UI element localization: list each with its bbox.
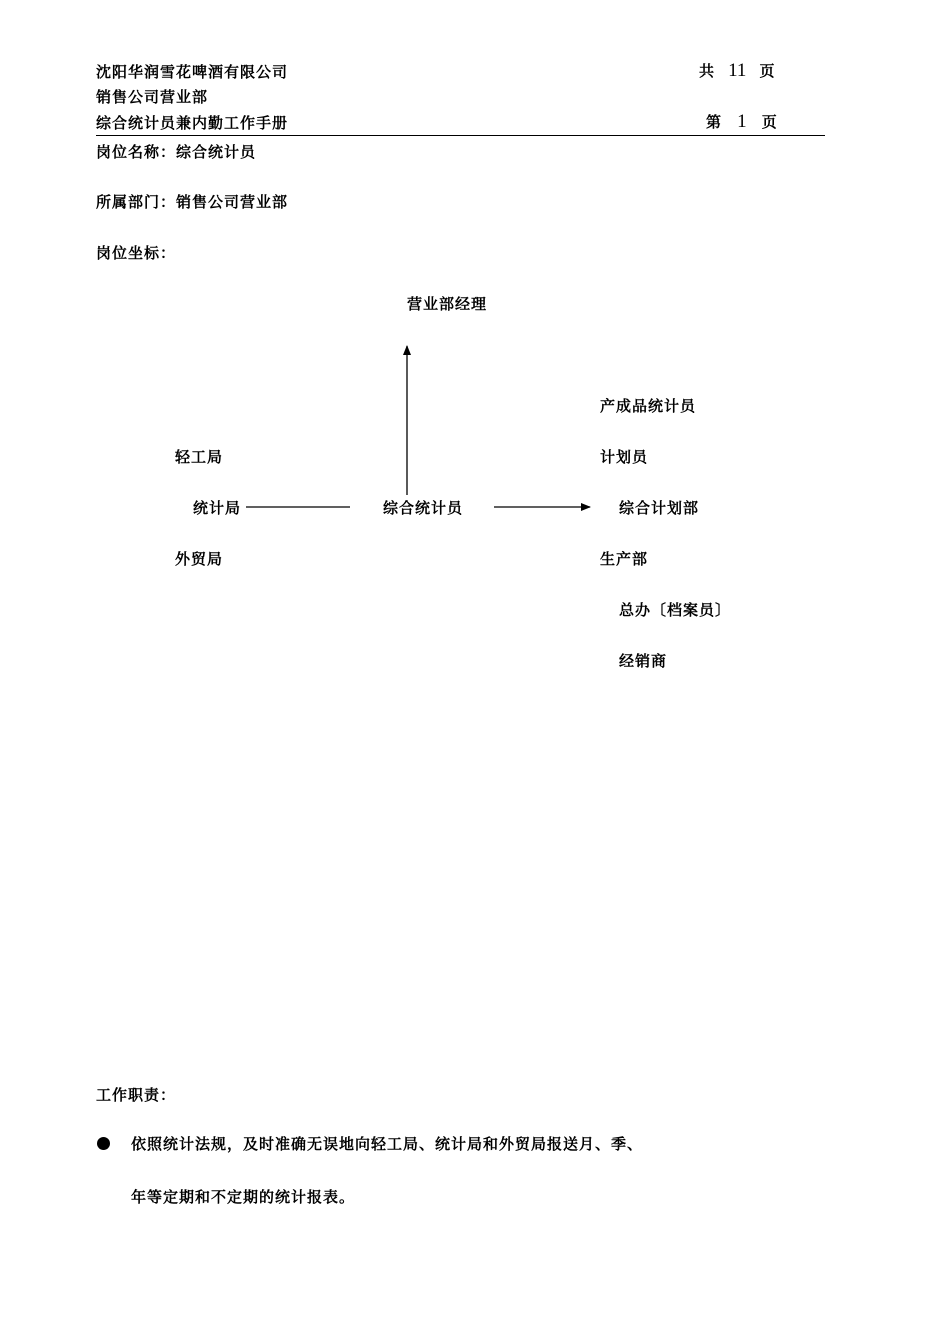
total-pages-prefix: 共 <box>699 62 716 80</box>
current-page-prefix: 第 <box>706 113 723 131</box>
diagram-center-node: 综合统计员 <box>383 499 464 517</box>
total-pages-suffix: 页 <box>759 62 776 80</box>
position-department: 所属部门：销售公司营业部 <box>96 193 289 211</box>
diagram-left-node: 统计局 <box>193 499 242 517</box>
manual-title: 综合统计员兼内勤工作手册 <box>96 114 289 132</box>
diagram-right-node: 经销商 <box>619 652 668 670</box>
position-coordinates-label: 岗位坐标： <box>96 244 177 262</box>
current-page-suffix: 页 <box>761 113 778 131</box>
department-name: 销售公司营业部 <box>96 88 209 106</box>
company-name: 沈阳华润雪花啤酒有限公司 <box>96 63 289 81</box>
diagram-right-node: 总办〔档案员〕 <box>619 601 732 619</box>
duties-heading: 工作职责： <box>96 1086 177 1104</box>
diagram-right-node: 计划员 <box>600 448 649 466</box>
diagram-left-node: 轻工局 <box>175 448 224 466</box>
diagram-right-node: 综合计划部 <box>619 499 700 517</box>
header-rule <box>96 135 825 136</box>
total-pages <box>699 60 776 82</box>
total-pages-number: 11 <box>728 60 747 81</box>
diagram-left-node: 外贸局 <box>175 550 224 568</box>
duty-item-line: 年等定期和不定期的统计报表。 <box>131 1188 356 1206</box>
diagram-top-node: 营业部经理 <box>407 295 488 313</box>
current-page-number: 1 <box>737 111 747 132</box>
diagram-right-node: 产成品统计员 <box>600 397 697 415</box>
current-page <box>706 111 778 133</box>
bullet-icon <box>97 1137 110 1150</box>
duty-item-line: 依照统计法规，及时准确无误地向轻工局、统计局和外贸局报送月、季、 <box>131 1135 644 1153</box>
diagram-right-node: 生产部 <box>600 550 649 568</box>
position-name: 岗位名称：综合统计员 <box>96 143 257 161</box>
